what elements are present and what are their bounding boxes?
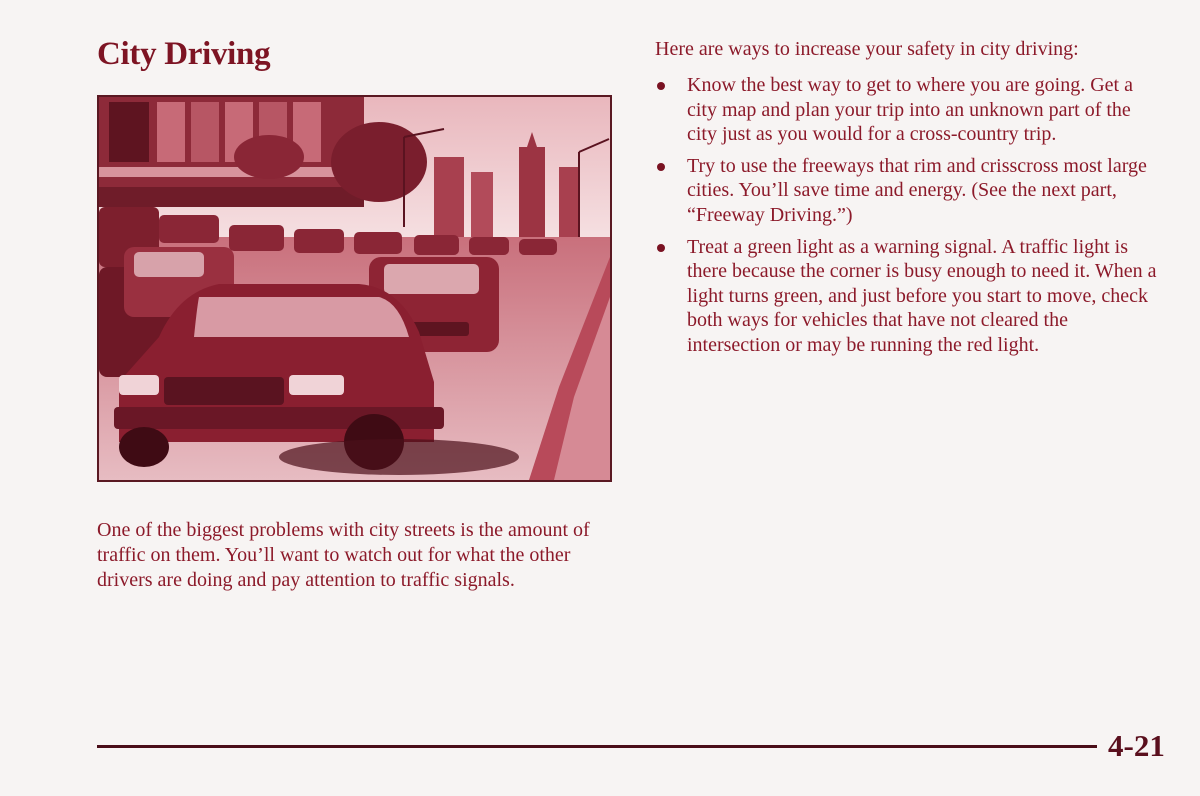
list-item (655, 154, 1165, 228)
bullet-icon (657, 244, 665, 252)
list-item-text: Try to use the freeways that rim and crisscross most large cities. You’ll save time and energy. (See the next part, “Freeway Driving.”) (687, 154, 1147, 226)
list-item (655, 235, 1165, 358)
page-title: City Driving (97, 36, 271, 72)
city-traffic-image (99, 97, 610, 480)
list-item-text: Know the best way to get to where you are going. Get a city map and plan your trip into an unknown part of the city just as you would for a cross-country trip. (687, 74, 1133, 146)
safety-intro: Here are ways to increase your safety in city driving: (655, 38, 1079, 60)
bullet-icon (657, 82, 665, 90)
list-item-text: Treat a green light as a warning signal. A traffic light is there because the corner is busy enough to need it. When a light turns green, and just before you start to move, check both ways for vehicles that have not cleared the intersection or may be running the red light. (687, 235, 1157, 356)
page-number: 4-21 (1108, 728, 1165, 763)
footer-rule (97, 745, 1097, 748)
city-traffic-illustration (97, 95, 612, 482)
list-item (655, 73, 1165, 147)
intro-paragraph: One of the biggest problems with city streets is the amount of traffic on them. You’ll want to watch out for what the other drivers are doing and pay attention to traffic signals. (97, 519, 590, 591)
bullet-icon (657, 163, 665, 171)
safety-tips-list (655, 73, 1165, 365)
